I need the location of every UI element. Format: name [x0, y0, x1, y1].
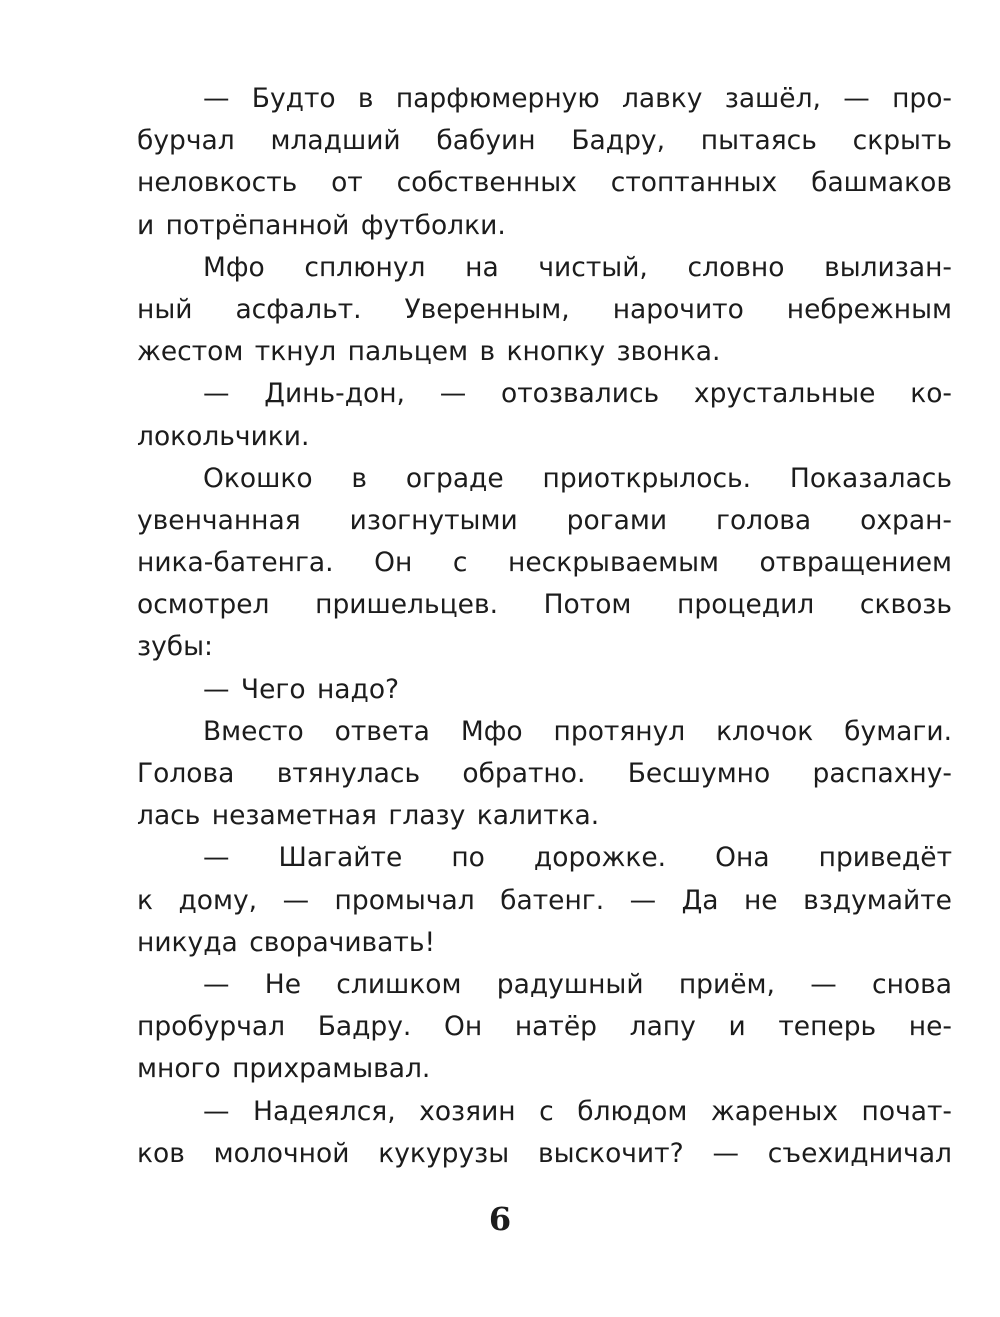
text-line: — Шагайте по дорожке. Она приведёт [203, 842, 952, 874]
text-line: Окошко в ограде приоткрылось. Показалась [203, 462, 952, 494]
text-line: много прихрамывал. [137, 1053, 431, 1085]
text-line: лась незаметная глазу калитка. [137, 800, 600, 832]
page-number: 6 [488, 1200, 512, 1238]
text-line: увенчанная изогнутыми рогами голова охран- [137, 504, 952, 536]
text-line: никуда сворачивать! [137, 926, 436, 958]
text-line: бурчал младший бабуин Бадру, пытаясь скрыть [137, 125, 952, 157]
body-text [137, 78, 952, 1175]
text-line: жестом ткнул пальцем в кнопку звонка. [137, 336, 721, 368]
text-line: Голова втянулась обратно. Бесшумно распахну- [137, 758, 952, 789]
text-line: локольчики. [137, 420, 310, 452]
text-line: зубы: [137, 631, 213, 663]
text-line: — Будто в парфюмерную лавку зашёл, — про- [203, 83, 952, 114]
text-line: — Чего надо? [203, 673, 400, 705]
text-line: ный асфальт. Уверенным, нарочито небрежным [137, 293, 952, 325]
text-line: осмотрел пришельцев. Потом процедил сквозь [137, 589, 952, 621]
text-line: неловкость от собственных стоптанных башмаков [137, 167, 952, 199]
text-line: пробурчал Бадру. Он натёр лапу и теперь не- [137, 1011, 952, 1043]
text-line: Вместо ответа Мфо протянул клочок бумаги. [203, 715, 952, 747]
text-line: — Динь-дон, — отозвались хрустальные ко- [203, 378, 952, 410]
text-line: ков молочной кукурузы выскочит? — съехидничал [137, 1137, 952, 1169]
text-line: Мфо сплюнул на чистый, словно вылизан- [203, 251, 952, 283]
text-line: и потрёпанной футболки. [137, 209, 506, 241]
text-line: ника-батенга. Он с нескрываемым отвращением [137, 547, 952, 579]
text-line: — Не слишком радушный приём, — снова [203, 968, 952, 1000]
text-line: к дому, — промычал батенг. — Да не вздумайте [137, 884, 952, 916]
text-line: — Надеялся, хозяин с блюдом жареных почат- [203, 1095, 952, 1127]
